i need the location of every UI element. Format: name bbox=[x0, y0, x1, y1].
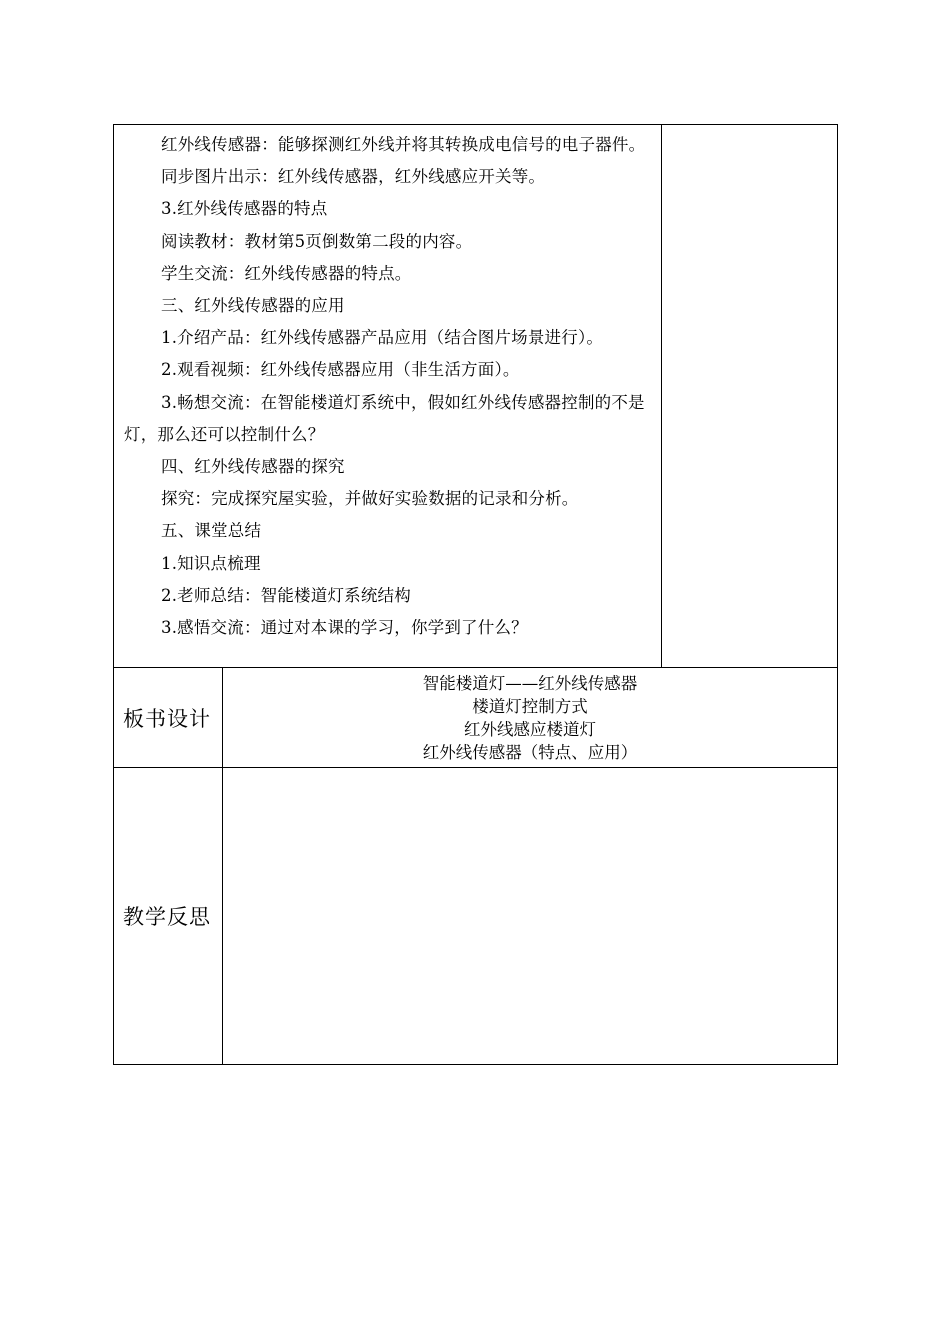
paragraph: 同步图片出示：红外线传感器，红外线感应开关等。 bbox=[161, 167, 546, 187]
paragraph: 探究：完成探究屋实验，并做好实验数据的记录和分析。 bbox=[161, 489, 579, 509]
paragraph: 学生交流：红外线传感器的特点。 bbox=[161, 263, 412, 283]
board-design-content bbox=[223, 668, 838, 768]
paragraph: 3.红外线传感器的特点 bbox=[161, 199, 328, 219]
lesson-plan-table bbox=[113, 124, 838, 1065]
notes-cell bbox=[662, 125, 838, 668]
section-heading: 五、课堂总结 bbox=[161, 521, 262, 541]
paragraph: 2.观看视频：红外线传感器应用（非生活方面）。 bbox=[161, 360, 520, 380]
paragraph: 3.畅想交流：在智能楼道灯系统中，假如红外线传感器控制的不是灯，那么还可以控制什么？ bbox=[124, 392, 645, 444]
paragraph: 3.感悟交流：通过对本课的学习，你学到了什么？ bbox=[161, 618, 528, 638]
teaching-reflection-label: 教学反思 bbox=[114, 768, 223, 1065]
paragraph: 红外线传感器：能够探测红外线并将其转换成电信号的电子器件。 bbox=[161, 135, 646, 154]
paragraph: 阅读教材：教材第5页倒数第二段的内容。 bbox=[161, 231, 473, 251]
teaching-reflection-content bbox=[223, 768, 838, 1065]
teaching-reflection-row bbox=[114, 768, 838, 1065]
lesson-process-cell bbox=[114, 125, 662, 668]
board-design-row bbox=[114, 668, 838, 768]
board-line: 红外线传感器（特点、应用） bbox=[422, 742, 638, 762]
paragraph: 1.介绍产品：红外线传感器产品应用（结合图片场景进行）。 bbox=[161, 328, 604, 348]
paragraph: 1.知识点梳理 bbox=[161, 553, 261, 573]
paragraph: 2.老师总结：智能楼道灯系统结构 bbox=[161, 585, 411, 605]
board-line: 红外线感应楼道灯 bbox=[464, 719, 596, 739]
section-heading: 四、红外线传感器的探究 bbox=[161, 457, 345, 477]
board-line: 智能楼道灯——红外线传感器 bbox=[422, 673, 638, 693]
lesson-process-row bbox=[114, 125, 838, 668]
board-design-label: 板书设计 bbox=[114, 668, 223, 768]
board-line: 楼道灯控制方式 bbox=[472, 696, 588, 716]
section-heading: 三、红外线传感器的应用 bbox=[161, 296, 345, 316]
